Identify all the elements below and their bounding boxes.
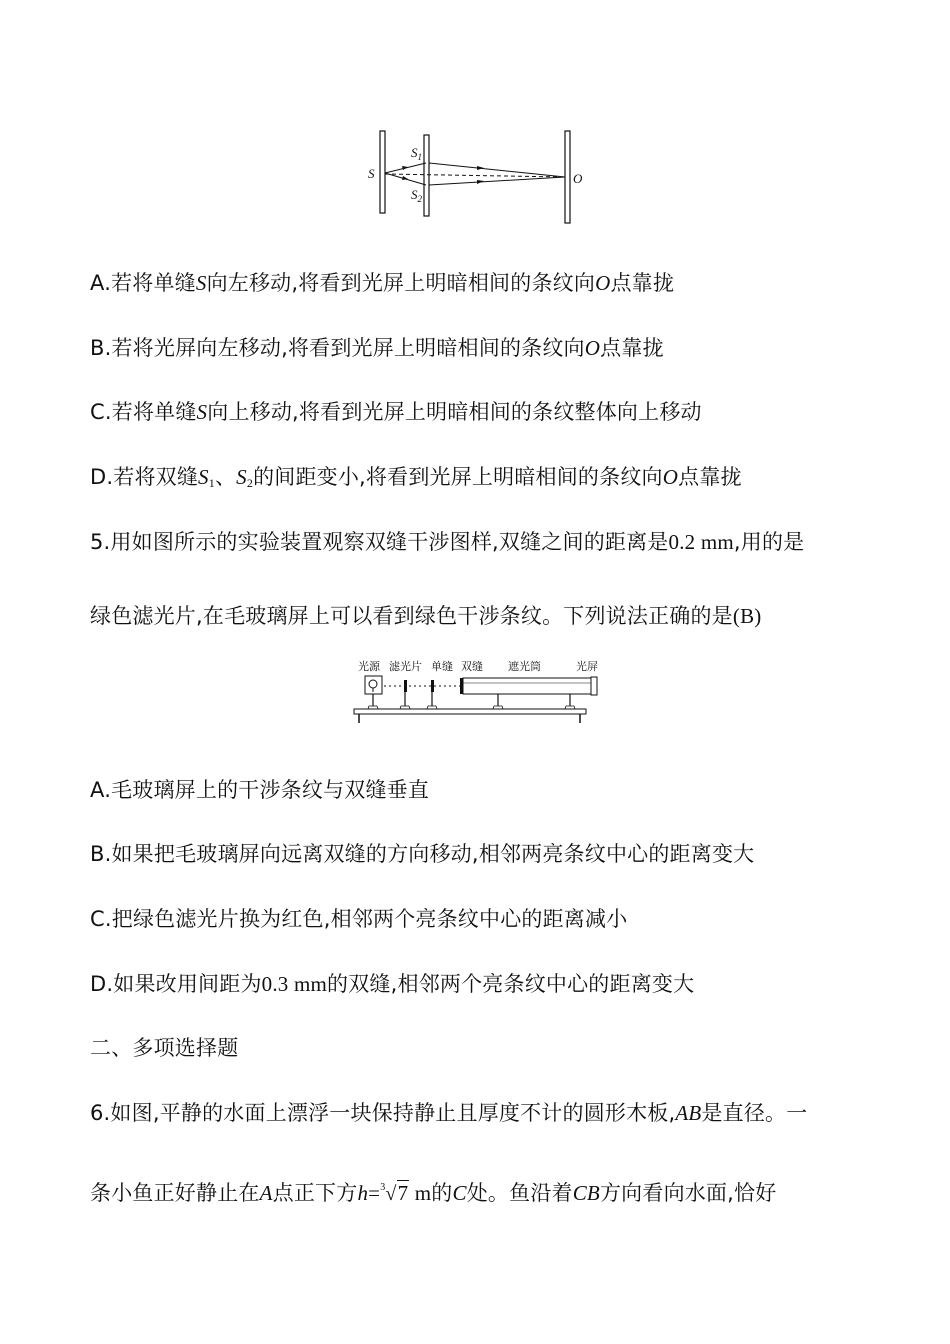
- label-screen: 光屏: [576, 660, 598, 673]
- section-title: 二、多项选择题: [90, 1036, 239, 1060]
- label-tube: 遮光筒: [508, 660, 541, 673]
- label-s2: $S_2$: [411, 187, 422, 204]
- label-s: S: [368, 166, 375, 181]
- label-single-slit: 单缝: [431, 660, 453, 673]
- q4-option-b: B.若将光屏向左移动,将看到光屏上明暗相间的条纹向O点靠拢: [90, 336, 664, 360]
- q6-stem-line1: 6.如图,平静的水面上漂浮一块保持静止且厚度不计的圆形木板,AB是直径。一: [90, 1101, 808, 1125]
- label-filter: 滤光片: [389, 660, 422, 673]
- double-slit-plate: [424, 135, 429, 216]
- optical-rail: [354, 709, 586, 714]
- q5-option-a: A.毛玻璃屏上的干涉条纹与双缝垂直: [90, 778, 430, 802]
- screen-plate: [565, 131, 570, 223]
- tube-body: [463, 678, 591, 694]
- label-double-slit: 双缝: [461, 660, 483, 673]
- q4-option-c: C.若将单缝S向上移动,将看到光屏上明暗相间的条纹整体向上移动: [90, 400, 702, 424]
- double-slit-diagram: [0, 0, 950, 240]
- q5-stem-line1: 5.用如图所示的实验装置观察双缝干涉图样,双缝之间的距离是0.2 mm,用的是: [90, 530, 805, 554]
- q5-option-b: B.如果把毛玻璃屏向远离双缝的方向移动,相邻两亮条纹中心的距离变大: [90, 842, 755, 866]
- label-s1: $S_1$: [411, 145, 422, 162]
- q4-option-d: D.若将双缝$S_1$、$S_2$的间距变小,将看到光屏上明暗相间的条纹向O点靠拢: [90, 465, 742, 490]
- filter-element: [404, 680, 407, 692]
- q5-option-d: D.如果改用间距为0.3 mm的双缝,相邻两个亮条纹中心的距离变大: [90, 972, 695, 996]
- q5-stem-line2: 绿色滤光片,在毛玻璃屏上可以看到绿色干涉条纹。下列说法正确的是(B): [90, 604, 762, 628]
- apparatus-diagram: [0, 650, 950, 740]
- single-slit-element: [431, 680, 434, 692]
- label-light-source: 光源: [358, 660, 380, 673]
- cube-root-7: $^3$√7: [380, 1181, 409, 1205]
- q5-option-c: C.把绿色滤光片换为红色,相邻两个亮条纹中心的距离减小: [90, 907, 628, 931]
- label-o: O: [573, 171, 583, 186]
- q4-option-a: A.若将单缝S向左移动,将看到光屏上明暗相间的条纹向O点靠拢: [90, 271, 675, 295]
- q6-stem-line2: 条小鱼正好静止在A点正下方h=$^3$√7 m的C处。鱼沿着CB方向看向水面,恰好: [90, 1181, 777, 1205]
- single-slit-plate: [380, 131, 385, 213]
